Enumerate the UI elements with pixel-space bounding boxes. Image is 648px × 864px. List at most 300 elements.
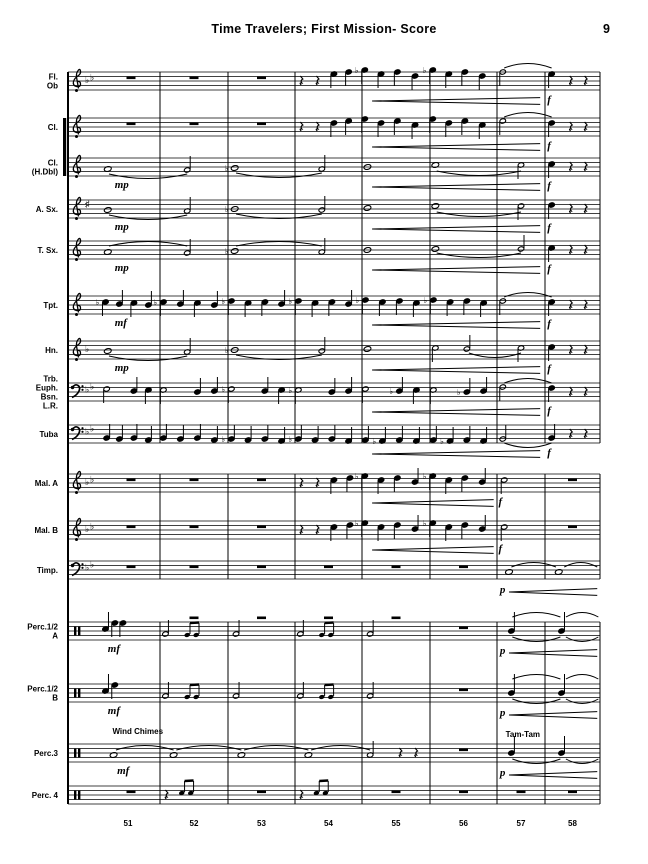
eighth-note [328, 632, 334, 638]
accidental-flat: ♭ [288, 435, 293, 444]
percussion-clef-icon [78, 627, 80, 636]
half-note [518, 246, 525, 252]
crescendo-hairpin [509, 775, 597, 778]
staff-mal-a [68, 474, 600, 492]
whole-rest [459, 749, 468, 752]
instrument-label-line: Perc. 4 [31, 791, 58, 800]
crescendo-hairpin [372, 412, 540, 415]
crescendo-hairpin [372, 270, 540, 273]
instrument-label-line: A. Sx. [35, 205, 58, 214]
quarter-rest [570, 245, 573, 254]
quarter-note [194, 389, 201, 395]
crescendo-hairpin [509, 653, 597, 656]
quarter-note [412, 526, 419, 532]
quarter-note [211, 302, 218, 308]
instrument-label-line: Euph. [35, 383, 58, 393]
quarter-rest [570, 122, 573, 131]
slur [109, 356, 187, 361]
quarter-note [211, 437, 218, 443]
instrument-label-line: T. Sx. [37, 246, 58, 255]
quarter-note [160, 435, 167, 441]
quarter-note [445, 477, 452, 483]
half-note [501, 477, 508, 483]
quarter-note [379, 299, 386, 305]
beam [325, 623, 334, 624]
bass-clef-icon [81, 385, 83, 387]
quarter-note [345, 301, 352, 307]
crescendo-hairpin [372, 322, 540, 325]
quarter-note [330, 524, 337, 530]
dynamic-marking: mp [114, 179, 129, 191]
whole-rest [257, 479, 266, 482]
quarter-note [461, 69, 468, 75]
measure-number: 53 [257, 819, 266, 828]
crescendo-hairpin [509, 650, 597, 653]
instrument-label-low-brass [36, 375, 58, 411]
whole-rest [568, 479, 577, 482]
instrument-label-timp [37, 566, 58, 575]
instrument-label-perc-12-b [27, 685, 58, 703]
instrument-label-perc-12-a [27, 623, 58, 641]
measure-number: 52 [189, 819, 199, 828]
quarter-note [548, 120, 555, 126]
whole-note [231, 165, 239, 171]
whole-rest [324, 566, 333, 569]
slur [437, 212, 521, 217]
crescendo-hairpin [372, 184, 540, 187]
half-note [499, 298, 506, 304]
quarter-rest [584, 387, 587, 396]
whole-rest [568, 526, 577, 529]
dynamic-marking: mf [107, 705, 121, 717]
quarter-rest [415, 748, 418, 757]
quarter-note [558, 750, 565, 756]
whole-rest [459, 566, 468, 569]
quarter-note [461, 118, 468, 124]
crescendo-hairpin [372, 147, 540, 150]
whole-rest [190, 479, 199, 482]
bass-clef-icon [81, 563, 83, 565]
staff-perc-4 [68, 786, 600, 804]
treble-clef-icon [75, 135, 78, 138]
beam [325, 685, 334, 686]
whole-rest [127, 123, 136, 126]
staff-content-perc-12-b [27, 674, 598, 719]
quarter-note [345, 388, 352, 394]
staff-content-tuba [39, 424, 587, 460]
quarter-note [480, 388, 487, 394]
instrument-label-line: A [52, 631, 58, 641]
instrument-label-line: Mal. A [34, 479, 58, 488]
quarter-rest [300, 525, 303, 534]
measure-number: 56 [459, 819, 468, 828]
crescendo-hairpin [372, 500, 493, 503]
quarter-note [548, 161, 555, 167]
instrument-label-mal-b [34, 526, 58, 535]
crescendo-hairpin [372, 370, 540, 373]
crescendo-hairpin [372, 409, 540, 412]
accidental-flat: ♭ [224, 346, 229, 355]
staff-a-sx [68, 200, 600, 218]
accidental-flat: ♭ [423, 296, 428, 305]
accidental-flat: ♭ [354, 472, 359, 481]
quarter-note [479, 526, 486, 532]
dynamic-marking: p [499, 584, 506, 596]
crescendo-hairpin [372, 454, 540, 457]
dynamic-marking: f [547, 263, 551, 275]
quarter-note [346, 522, 353, 528]
quarter-note [328, 436, 335, 442]
crescendo-hairpin [372, 98, 540, 101]
treble-clef-icon [75, 217, 78, 220]
treble-clef-icon [75, 358, 78, 361]
half-note [162, 631, 169, 637]
quarter-note [461, 475, 468, 481]
crescendo-hairpin [509, 592, 597, 595]
quarter-rest [316, 478, 319, 487]
staff-mal-b [68, 521, 600, 539]
dynamic-marking: f [547, 405, 551, 417]
slur [512, 675, 560, 680]
dynamic-marking: f [547, 447, 551, 459]
technique-annotation: Wind Chimes [112, 727, 164, 736]
quarter-note [447, 299, 454, 305]
quarter-rest [300, 790, 303, 799]
accidental-flat: ♭ [224, 205, 229, 214]
half-note [318, 348, 325, 354]
flat-sign: ♭ [90, 72, 95, 83]
page-number: 9 [603, 22, 610, 36]
crescendo-hairpin [372, 229, 540, 232]
half-note [233, 631, 240, 637]
half-note [362, 386, 369, 392]
accidental-flat: ♭ [422, 66, 427, 75]
staff-content-cl-hdbl [32, 155, 587, 192]
half-note [499, 118, 506, 124]
slur [511, 563, 556, 568]
accidental-flat: ♭ [224, 247, 229, 256]
accidental-flat: ♭ [221, 385, 226, 394]
quarter-note [362, 437, 369, 443]
whole-rest [392, 791, 401, 794]
beam [190, 685, 199, 686]
crescendo-hairpin [509, 712, 597, 715]
whole-rest [127, 479, 136, 482]
flat-sign: ♭ [90, 381, 95, 392]
instrument-label-tuba [39, 430, 58, 439]
staff-content-cl [48, 113, 587, 153]
crescendo-hairpin [372, 550, 493, 553]
quarter-note [558, 628, 565, 634]
quarter-note [463, 389, 470, 395]
staff-t-sx [68, 241, 600, 259]
beam [319, 781, 328, 782]
percussion-clef-icon [78, 791, 80, 800]
instrument-label-line: Fl. [48, 72, 58, 82]
instrument-label-line: B [52, 693, 58, 703]
treble-clef-icon [75, 313, 78, 316]
whole-rest [257, 526, 266, 529]
instrument-label-cl-hdbl [32, 159, 59, 177]
slur [504, 113, 551, 118]
whole-rest [257, 77, 266, 80]
quarter-rest [570, 387, 573, 396]
quarter-note [412, 479, 419, 485]
measure-number: 51 [123, 819, 133, 828]
quarter-note [430, 437, 437, 443]
flat-sign: ♭ [85, 562, 90, 573]
slur [469, 353, 521, 358]
flat-sign: ♭ [85, 75, 90, 85]
quarter-note [116, 301, 123, 307]
percussion-clef-icon [74, 791, 76, 800]
quarter-rest [570, 429, 573, 438]
quarter-note [394, 118, 401, 124]
treble-clef-icon [75, 491, 78, 494]
quarter-note [328, 389, 335, 395]
quarter-note [295, 436, 302, 442]
crescendo-hairpin [372, 101, 540, 104]
crescendo-hairpin [509, 715, 597, 718]
quarter-note [396, 388, 403, 394]
slur [566, 759, 598, 764]
quarter-note [103, 435, 110, 441]
quarter-note [412, 73, 419, 79]
quarter-note [548, 385, 555, 391]
instrument-label-line: Hn. [45, 346, 58, 355]
quarter-rest [399, 748, 402, 757]
percussion-clef-icon [74, 689, 76, 698]
quarter-note [345, 118, 352, 124]
instrument-label-line: Tpt. [43, 301, 58, 310]
instrument-label-tpt [43, 301, 58, 310]
quarter-note [211, 388, 218, 394]
treble-clef-icon [75, 258, 78, 261]
dynamic-marking: f [498, 496, 503, 508]
quarter-note [394, 69, 401, 75]
instrument-label-line: Cl. [47, 158, 58, 168]
accidental-flat: ♭ [288, 386, 293, 395]
quarter-rest [570, 204, 573, 213]
quarter-note [346, 475, 353, 481]
whole-note [231, 248, 239, 254]
quarter-note [295, 298, 302, 304]
half-note [499, 436, 506, 442]
quarter-rest [300, 478, 303, 487]
measure-number: 57 [516, 819, 526, 828]
instrument-label-perc-4 [32, 791, 59, 800]
crescendo-hairpin [372, 367, 540, 370]
accidental-flat: ♭ [288, 297, 293, 306]
quarter-note [261, 299, 268, 305]
dynamic-marking: mf [117, 765, 130, 777]
slur [566, 637, 598, 642]
treble-clef-icon [75, 89, 78, 92]
crescendo-hairpin [372, 547, 493, 550]
whole-rest [568, 791, 577, 794]
crescendo-hairpin [372, 144, 540, 147]
whole-rest [190, 617, 199, 620]
accidental-flat: ♭ [355, 296, 360, 305]
percussion-clef-icon [78, 749, 80, 758]
quarter-note [328, 299, 335, 305]
half-note [228, 386, 235, 392]
quarter-note [558, 690, 565, 696]
quarter-note [461, 522, 468, 528]
quarter-rest [584, 300, 587, 309]
bass-clef-icon [81, 389, 83, 391]
bass-clef-icon [81, 431, 83, 433]
quarter-rest [300, 122, 303, 131]
crescendo-hairpin [509, 589, 597, 592]
eighth-note [328, 694, 334, 700]
flat-sign: ♭ [85, 524, 90, 534]
treble-clef-icon [75, 175, 78, 178]
half-note [367, 693, 374, 699]
whole-rest [517, 791, 526, 794]
beam [190, 623, 199, 624]
slur [437, 253, 521, 258]
eighth-note [184, 632, 190, 638]
whole-rest [257, 617, 266, 620]
flat-sign: ♭ [90, 423, 95, 434]
instrument-label-line: Timp. [36, 566, 58, 575]
whole-note [363, 346, 371, 352]
quarter-note [278, 301, 285, 307]
staff-content-fl-ob [47, 64, 587, 107]
accidental-flat: ♭ [422, 472, 427, 481]
quarter-note [463, 437, 470, 443]
quarter-note [116, 436, 123, 442]
crescendo-hairpin [509, 772, 597, 775]
quarter-note [479, 479, 486, 485]
whole-rest [392, 566, 401, 569]
quarter-note [445, 120, 452, 126]
quarter-note [228, 436, 235, 442]
dynamic-marking: f [547, 222, 551, 234]
quarter-note [312, 437, 319, 443]
treble-clef-icon [75, 538, 78, 541]
half-note [297, 631, 304, 637]
whole-rest [257, 566, 266, 569]
measure-number: 58 [568, 819, 577, 828]
quarter-note [394, 475, 401, 481]
accidental-flat: ♭ [372, 437, 377, 446]
instrument-label-line: Cl. [47, 123, 58, 132]
quarter-rest [584, 429, 587, 438]
instrument-label-line: Mal. B [34, 526, 58, 535]
slur [504, 64, 551, 69]
accidental-flat: ♭ [389, 387, 394, 396]
quarter-note [245, 437, 252, 443]
instrument-label-line: Ob [46, 81, 58, 91]
quarter-note [445, 524, 452, 530]
quarter-note [362, 297, 369, 303]
crescendo-hairpin [372, 226, 540, 229]
slur [566, 699, 598, 704]
quarter-rest [316, 525, 319, 534]
quarter-note [177, 436, 184, 442]
quarter-note [177, 301, 184, 307]
sharp-sign: ♯ [85, 199, 90, 209]
staff-perc-3 [68, 744, 600, 762]
quarter-rest [316, 76, 319, 85]
eighth-note [319, 632, 325, 638]
flat-sign: ♭ [90, 559, 95, 570]
instrument-label-line: (H.Dbl) [31, 167, 58, 177]
half-note [297, 693, 304, 699]
percussion-clef-icon [74, 627, 76, 636]
dynamic-marking: mf [107, 643, 121, 655]
half-note [318, 207, 325, 213]
quarter-note [378, 120, 385, 126]
slur [504, 379, 551, 384]
quarter-rest [584, 122, 587, 131]
whole-rest [324, 617, 333, 620]
quarter-note [261, 388, 268, 394]
whole-rest [257, 791, 266, 794]
quarter-rest [570, 162, 573, 171]
accidental-flat: ♭ [224, 164, 229, 173]
whole-note [363, 205, 371, 211]
quarter-note [548, 344, 555, 350]
instrument-label-line: Perc.1/2 [27, 684, 58, 694]
quarter-note [548, 202, 555, 208]
dynamic-marking: p [499, 707, 506, 719]
dynamic-marking: mp [114, 262, 129, 274]
quarter-note [463, 298, 470, 304]
quarter-note [102, 299, 109, 305]
crescendo-hairpin [372, 325, 540, 328]
whole-rest [392, 617, 401, 620]
slur [109, 215, 187, 220]
whole-rest [459, 689, 468, 692]
instrument-label-perc-3 [34, 749, 59, 758]
quarter-rest [570, 345, 573, 354]
quarter-rest [584, 245, 587, 254]
quarter-note [430, 297, 437, 303]
eighth-note [184, 694, 190, 700]
whole-note [431, 246, 439, 252]
instrument-label-line: L.R. [42, 401, 58, 411]
whole-note [104, 348, 112, 354]
quarter-note [345, 69, 352, 75]
beam [185, 781, 194, 782]
whole-rest [190, 77, 199, 80]
slur [311, 746, 370, 751]
accidental-flat: ♭ [456, 388, 461, 397]
slur [244, 746, 308, 751]
whole-rest [190, 566, 199, 569]
eighth-note [193, 632, 199, 638]
instrument-label-line: Bsn. [40, 392, 58, 402]
quarter-note [145, 437, 152, 443]
flat-sign: ♭ [85, 384, 90, 395]
bass-clef-icon [71, 428, 74, 431]
group-bracket [63, 118, 66, 176]
staff-content-perc-12-a [27, 612, 598, 657]
flat-sign: ♭ [85, 344, 90, 354]
staff-content-a-sx [36, 196, 587, 234]
bass-clef-icon [71, 564, 74, 567]
slur [512, 613, 560, 618]
staff-content-timp [37, 560, 597, 597]
accidental-flat: ♭ [153, 298, 158, 307]
quarter-note [130, 388, 137, 394]
half-note [184, 250, 191, 256]
technique-annotation: Tam-Tam [505, 730, 541, 739]
flat-sign: ♭ [85, 426, 90, 437]
